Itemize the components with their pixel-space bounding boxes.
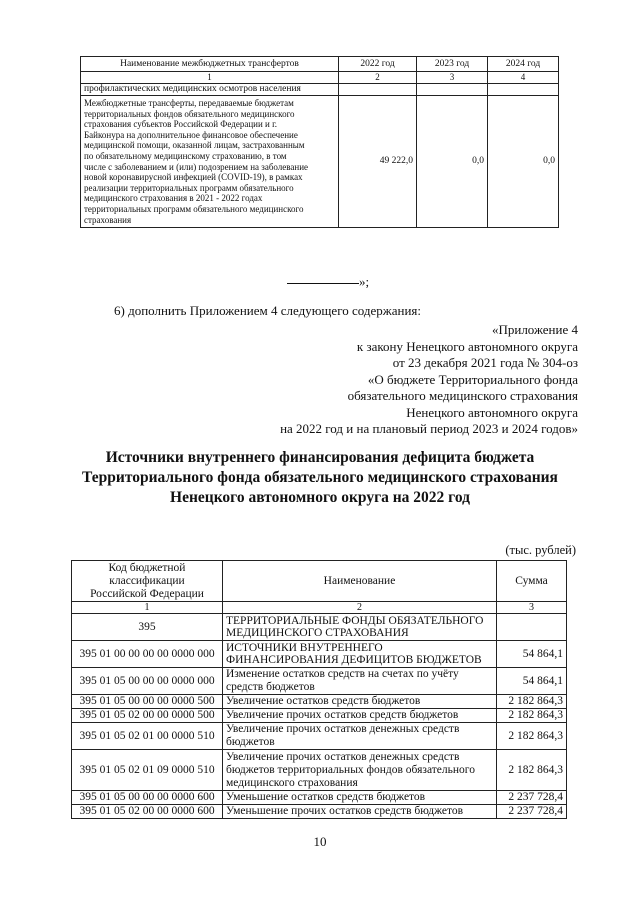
transfers-table: [80, 56, 559, 228]
row-code: 395 01 05 02 00 00 0000 600: [72, 805, 223, 819]
column-numbers-row: [72, 602, 567, 614]
blank-line: [287, 283, 359, 284]
row-name: Увеличение прочих остатков средств бюджетов: [223, 709, 497, 723]
row-code: 395: [72, 614, 223, 641]
appendix-header: «Приложение 4 к закону Ненецкого автономного округа от 23 декабря 2021 года № 304-оз «О бюджете Территориального фонда обязательного медицинского страхования Ненецкого автономного округа на 2022 год и на плановый период 2023 и 2024 годов»: [280, 322, 578, 436]
col-number: 2: [223, 602, 497, 614]
value-2024: 0,0: [488, 96, 559, 228]
table-row: [81, 96, 559, 228]
header-sum: Сумма: [497, 561, 567, 602]
table-row: [72, 668, 567, 695]
row-sum: 54 864,1: [497, 641, 567, 668]
value-2023: 0,0: [417, 96, 488, 228]
row-name: Уменьшение остатков средств бюджетов: [223, 791, 497, 805]
table-row: [72, 791, 567, 805]
col-number: 3: [497, 602, 567, 614]
row-name: ИСТОЧНИКИ ВНУТРЕННЕГО ФИНАНСИРОВАНИЯ ДЕФИЦИТОВ БЮДЖЕТОВ: [223, 641, 497, 668]
header-name: Наименование: [223, 561, 497, 602]
item-6-text: 6) дополнить Приложением 4 следующего содержания:: [114, 303, 421, 318]
sources-table: [71, 560, 567, 819]
row-code: 395 01 00 00 00 00 0000 000: [72, 641, 223, 668]
row-sum: [497, 614, 567, 641]
row-code: 395 01 05 02 00 00 0000 500: [72, 709, 223, 723]
row-name: Увеличение остатков средств бюджетов: [223, 695, 497, 709]
row-name: Увеличение прочих остатков денежных средств бюджетов: [223, 723, 497, 750]
col-number: 2: [339, 72, 417, 84]
row-name: Уменьшение прочих остатков средств бюджетов: [223, 805, 497, 819]
row-sum: 54 864,1: [497, 668, 567, 695]
row-sum: 2 237 728,4: [497, 791, 567, 805]
table-row: [72, 695, 567, 709]
row-name: Изменение остатков средств на счетах по учёту средств бюджетов: [223, 668, 497, 695]
value-2022: 49 222,0: [339, 96, 417, 228]
row-sum: 2 182 864,3: [497, 750, 567, 791]
table-row: [72, 709, 567, 723]
table-row: [72, 614, 567, 641]
document-title: Источники внутреннего финансирования дефицита бюджета Территориального фонда обязательного медицинского страхования Ненецкого автономного округа на 2022 год: [82, 449, 558, 506]
header-2023: 2023 год: [417, 57, 488, 72]
header-2022: 2022 год: [339, 57, 417, 72]
closing-mark: »;: [287, 274, 369, 290]
col-number: 4: [488, 72, 559, 84]
table-row: [72, 723, 567, 750]
header-name: Наименование межбюджетных трансфертов: [81, 57, 339, 72]
row-code: 395 01 05 00 00 00 0000 600: [72, 791, 223, 805]
col-number: 1: [81, 72, 339, 84]
page-number: 10: [313, 834, 327, 849]
row-sum: 2 237 728,4: [497, 805, 567, 819]
header-code: Код бюджетной классификации Российской Федерации: [72, 561, 223, 602]
table-row: [72, 750, 567, 791]
row-sum: 2 182 864,3: [497, 709, 567, 723]
continued-text: профилактических медицинских осмотров населения: [81, 84, 339, 96]
column-numbers-row: [81, 72, 559, 84]
transfer-name: Межбюджетные трансферты, передаваемые бюджетам территориальных фондов обязательного медицинского страхования субъектов Российской Федерации и г. Байконура на дополнительное финансовое обеспечение медицинской помощи, оказанной лицам, застрахованным по обязательному медицинскому страхованию, в том числе с заболеванием и (или) подозрением на заболевание новой коронавирусной инфекцией (COVID-19), в рамках реализации территориальных программ обязательного медицинского страхования в 2021 - 2022 годах территориальных программ обязательного медицинского страхования: [81, 96, 339, 228]
row-code: 395 01 05 02 01 00 0000 510: [72, 723, 223, 750]
col-number: 1: [72, 602, 223, 614]
sources-table-header: [72, 561, 567, 602]
row-sum: 2 182 864,3: [497, 723, 567, 750]
table-row: [72, 641, 567, 668]
transfers-table-header: [81, 57, 559, 72]
row-name: Увеличение прочих остатков денежных средств бюджетов территориальных фондов обязательного медицинского страхования: [223, 750, 497, 791]
row-code: 395 01 05 00 00 00 0000 500: [72, 695, 223, 709]
header-2024: 2024 год: [488, 57, 559, 72]
units-label: (тыс. рублей): [505, 543, 576, 557]
table-row: [72, 805, 567, 819]
row-code: 395 01 05 00 00 00 0000 000: [72, 668, 223, 695]
row-name: ТЕРРИТОРИАЛЬНЫЕ ФОНДЫ ОБЯЗАТЕЛЬНОГО МЕДИЦИНСКОГО СТРАХОВАНИЯ: [223, 614, 497, 641]
row-sum: 2 182 864,3: [497, 695, 567, 709]
continued-row: [81, 84, 559, 96]
row-code: 395 01 05 02 01 09 0000 510: [72, 750, 223, 791]
col-number: 3: [417, 72, 488, 84]
